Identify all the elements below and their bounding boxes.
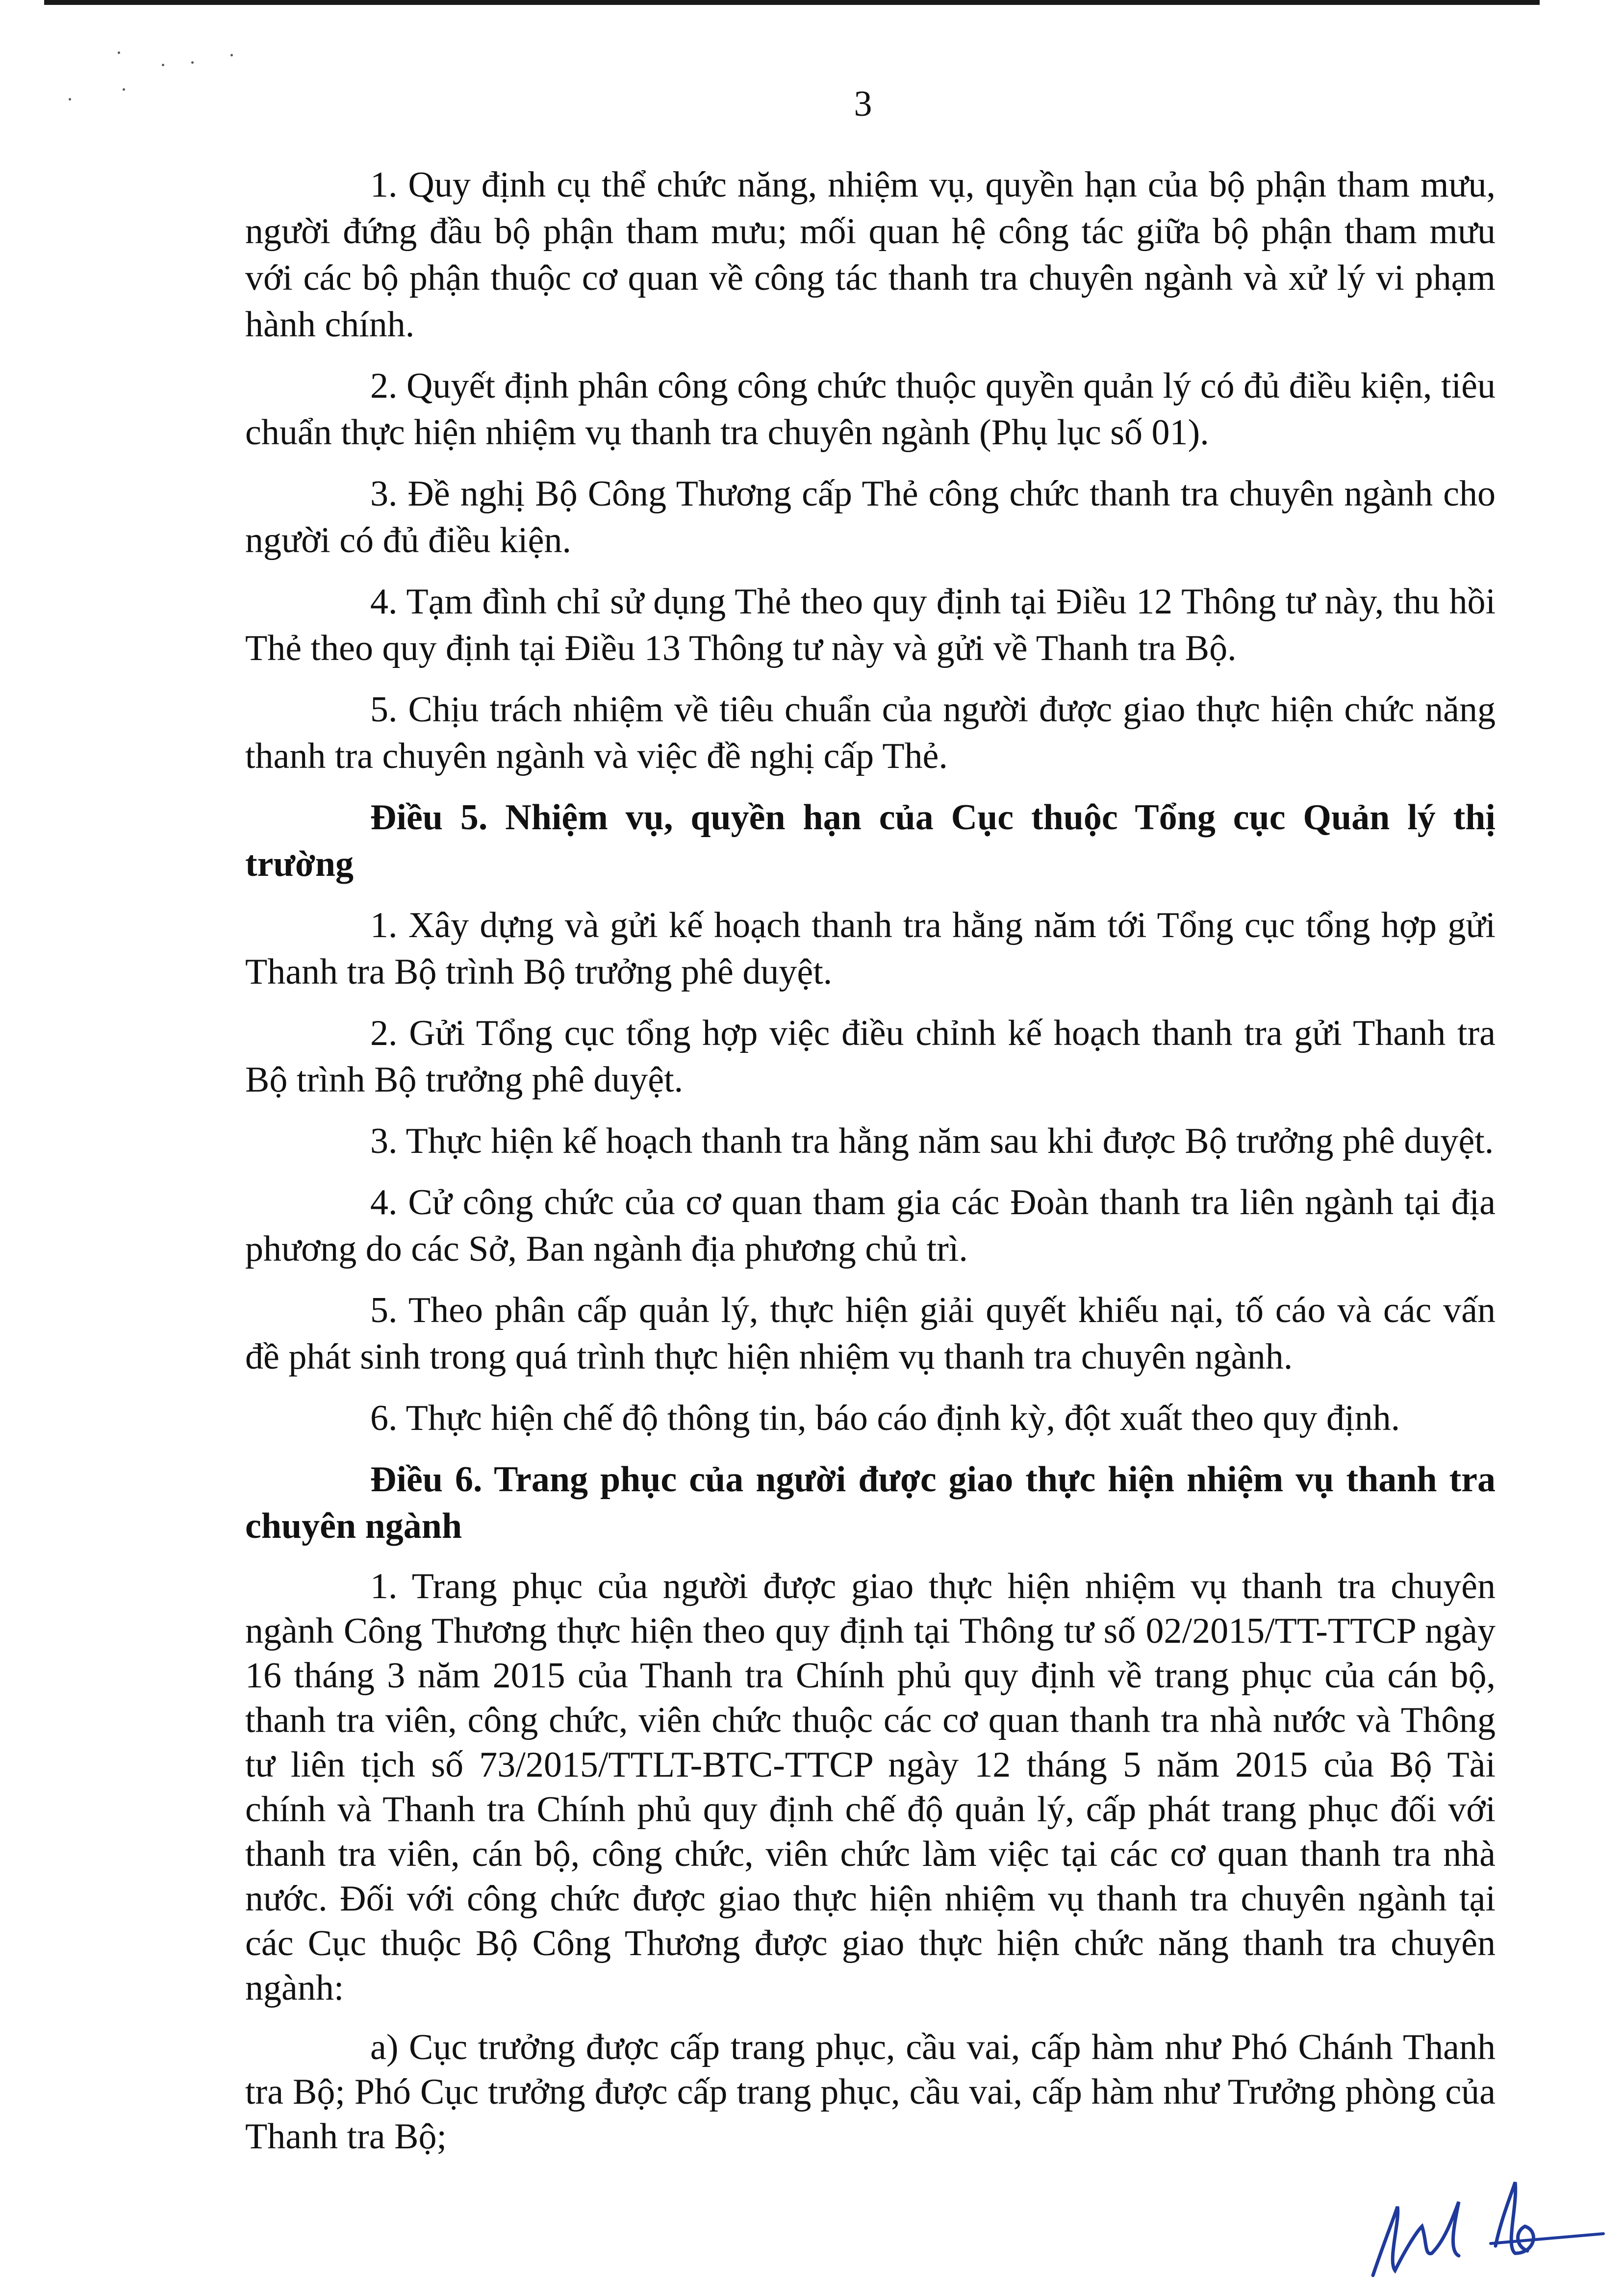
signature-stroke xyxy=(1491,2234,1603,2243)
paragraph: 5. Chịu trách nhiệm về tiêu chuẩn của người được giao thực hiện chức năng thanh tra chuyên ngành và việc đề nghị cấp Thẻ. xyxy=(245,689,1496,776)
scan-speck xyxy=(69,98,71,101)
paragraph: 4. Tạm đình chỉ sử dụng Thẻ theo quy định tại Điều 12 Thông tư này, thu hồi Thẻ theo quy định tại Điều 13 Thông tư này và gửi về Thanh tra Bộ. xyxy=(245,582,1496,668)
paragraph: 4. Cử công chức của cơ quan tham gia các Đoàn thanh tra liên ngành tại địa phương do các Sở, Ban ngành địa phương chủ trì. xyxy=(245,1182,1496,1269)
scan-speck xyxy=(162,64,164,66)
paragraph: 5. Theo phân cấp quản lý, thực hiện giải quyết khiếu nại, tố cáo và các vấn đề phát sinh trong quá trình thực hiện nhiệm vụ thanh tra chuyên ngành. xyxy=(245,1290,1496,1377)
paragraph: 3. Thực hiện kế hoạch thanh tra hằng năm sau khi được Bộ trưởng phê duyệt. xyxy=(370,1121,1494,1161)
paragraph: 2. Gửi Tổng cục tổng hợp việc điều chỉnh kế hoạch thanh tra gửi Thanh tra Bộ trình Bộ trưởng phê duyệt. xyxy=(245,1013,1496,1100)
paragraph: 3. Đề nghị Bộ Công Thương cấp Thẻ công chức thanh tra chuyên ngành cho người có đủ điều kiện. xyxy=(245,474,1496,561)
scan-speck xyxy=(191,61,194,64)
signature-stroke xyxy=(1373,2202,1459,2275)
initials-signature xyxy=(1353,2148,1608,2294)
article-heading: Điều 5. Nhiệm vụ, quyền hạn của Cục thuộc Tổng cục Quản lý thị trường xyxy=(245,797,1496,884)
paragraph: 1. Trang phục của người được giao thực hiện nhiệm vụ thanh tra chuyên ngành Công Thương thực hiện theo quy định tại Thông tư số 02/2015/TT-TTCP ngày 16 tháng 3 năm 2015 của Thanh tra Chính phủ quy định về trang phục của cán bộ, thanh tra viên, công chức, viên chức thuộc các cơ quan thanh tra nhà nước và Thông tư liên tịch số 73/2015/TTLT-BTC-TTCP ngày 12 tháng 5 năm 2015 của Bộ Tài chính và Thanh tra Chính phủ quy định chế độ quản lý, cấp phát trang phục đối với thanh tra viên, cán bộ, công chức, viên chức làm việc tại các cơ quan thanh tra nhà nước. Đối với công chức được giao thực hiện nhiệm vụ thanh tra chuyên ngành tại các Cục thuộc Bộ Công Thương được giao thực hiện chức năng thanh tra chuyên ngành: xyxy=(245,1566,1496,2008)
scan-speck xyxy=(123,88,125,91)
scan-speck xyxy=(230,54,233,56)
document-body xyxy=(245,162,1496,2174)
paragraph: 6. Thực hiện chế độ thông tin, báo cáo định kỳ, đột xuất theo quy định. xyxy=(370,1398,1400,1438)
top-border-line xyxy=(44,0,1540,5)
paragraph: a) Cục trưởng được cấp trang phục, cầu vai, cấp hàm như Phó Chánh Thanh tra Bộ; Phó Cục trưởng được cấp trang phục, cầu vai, cấp hàm như Trưởng phòng của Thanh tra Bộ; xyxy=(245,2027,1496,2157)
paragraph: 1. Quy định cụ thể chức năng, nhiệm vụ, quyền hạn của bộ phận tham mưu, người đứng đầu bộ phận tham mưu; mối quan hệ công tác giữa bộ phận tham mưu với các bộ phận thuộc cơ quan về công tác thanh tra chuyên ngành và xử lý vi phạm hành chính. xyxy=(245,165,1496,345)
page-number: 3 xyxy=(854,84,872,124)
paragraph: 1. Xây dựng và gửi kế hoạch thanh tra hằng năm tới Tổng cục tổng hợp gửi Thanh tra Bộ trình Bộ trưởng phê duyệt. xyxy=(245,905,1496,992)
paragraph: 2. Quyết định phân công công chức thuộc quyền quản lý có đủ điều kiện, tiêu chuẩn thực hiện nhiệm vụ thanh tra chuyên ngành (Phụ lục số 01). xyxy=(245,366,1496,453)
scan-speck xyxy=(118,51,120,54)
article-heading: Điều 6. Trang phục của người được giao thực hiện nhiệm vụ thanh tra chuyên ngành xyxy=(245,1459,1496,1546)
